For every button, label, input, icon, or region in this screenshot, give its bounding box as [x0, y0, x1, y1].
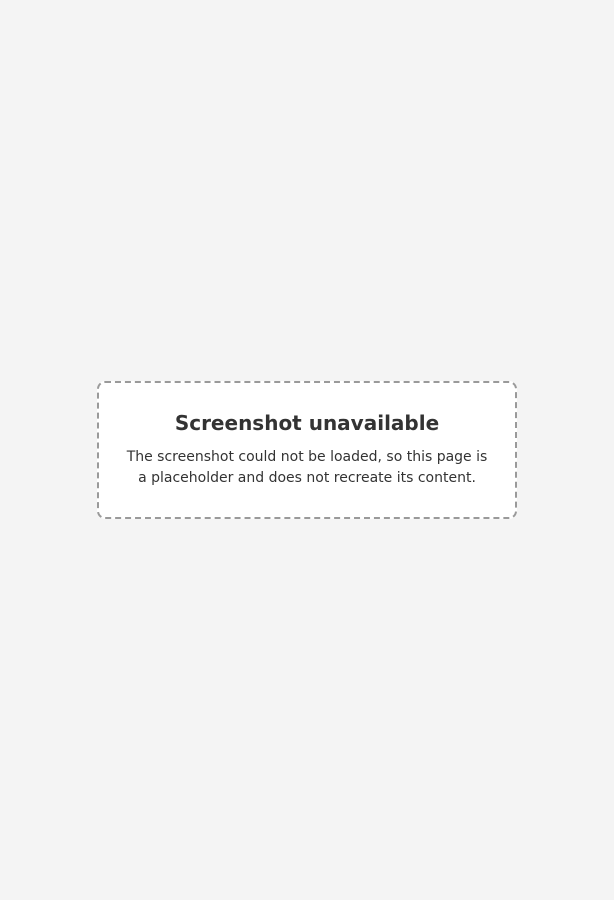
placeholder-panel [97, 381, 517, 519]
placeholder-message: The screenshot could not be loaded, so this page is a placeholder and does not recreate its content. [126, 449, 488, 486]
placeholder-title: Screenshot unavailable [174, 411, 440, 435]
